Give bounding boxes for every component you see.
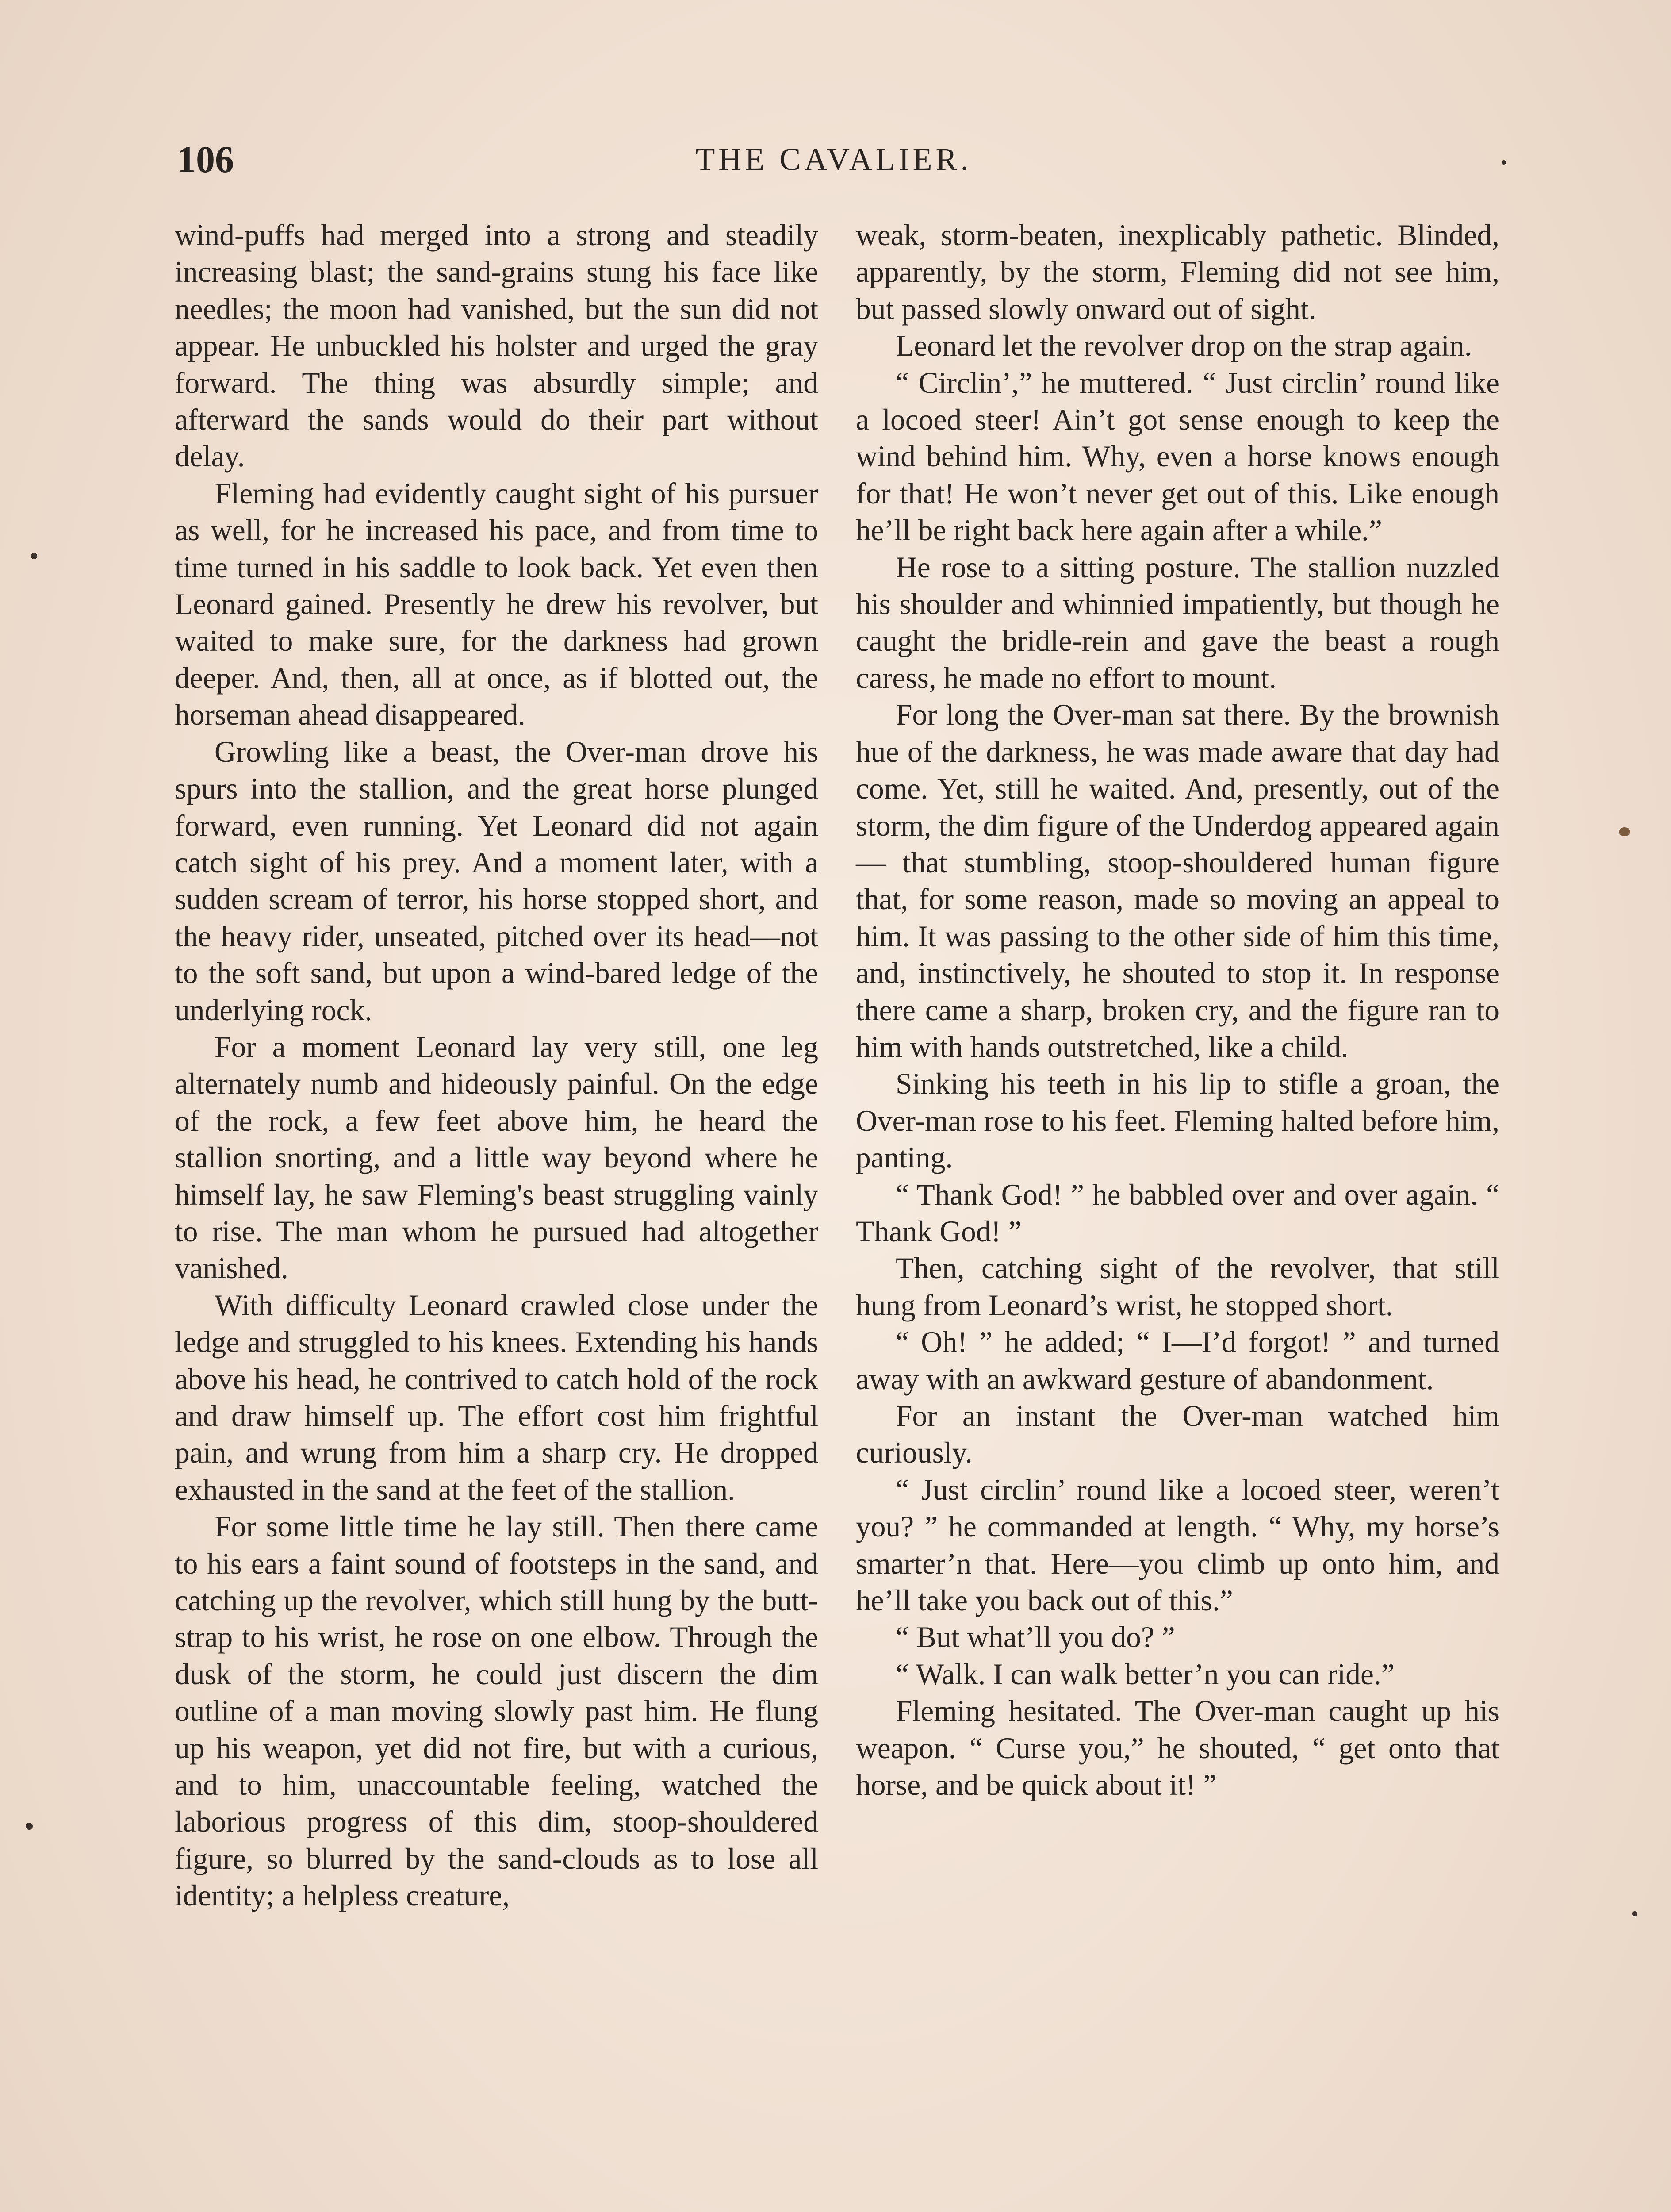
right-column (856, 217, 1499, 1803)
paragraph: Sinking his teeth in his lip to stifle a groan, the Over-man rose to his feet. Fleming halted before him, panting. (856, 1067, 1499, 1175)
paragraph: Leonard let the revolver drop on the strap again. (896, 329, 1472, 363)
left-column (175, 217, 818, 1914)
paragraph: Fleming hesitated. The Over-man caught up his weapon. “ Curse you,” he shouted, “ get onto that horse, and be quick about it! ” (856, 1694, 1499, 1802)
paragraph: Fleming had evidently caught sight of his pursuer as well, for he increased his pace, and from time to time turned in his saddle to look back. Yet even then Leonard gained. Presently he drew his revolver, but waited to make sure, for the darkness had grown deeper. And, then, all at once, as if blotted out, the horseman ahead disappeared. (175, 476, 818, 732)
paper-speck (1632, 1911, 1637, 1916)
paragraph: For long the Over-man sat there. By the brownish hue of the darkness, he was made aware that day had come. Yet, still he waited. And, presently, out of the storm, the dim figure of the Underdog appeared again — that stumbling, stoop-shouldered human figure that, for some reason, made so moving an appeal to him. It was passing to the other side of him this time, and, instinctively, he shouted to stop it. In response there came a sharp, broken cry, and the figure ran to him with hands outstretched, like a child. (856, 698, 1499, 1064)
paragraph: With difficulty Leonard crawled close under the ledge and struggled to his knees. Extending his hands above his head, he contrived to catch hold of the rock and draw himself up. The effort cost him frightful pain, and wrung from him a sharp cry. He dropped exhausted in the sand at the feet of the stallion. (175, 1288, 818, 1506)
paragraph: For a moment Leonard lay very still, one leg alternately numb and hideously painful. On the edge of the rock, a few feet above him, he heard the stallion snorting, and a little way beyond where he himself lay, he saw Fleming's beast struggling vainly to rise. The man whom he pursued had altogether vanished. (175, 1030, 818, 1285)
paragraph: weak, storm-beaten, inexplicably pathetic. Blinded, apparently, by the storm, Fleming did not see him, but passed slowly onward out of sight. (856, 219, 1499, 326)
paragraph: “ Oh! ” he added; “ I—I’d forgot! ” and turned away with an awkward gesture of abandonment. (856, 1325, 1499, 1396)
paragraph: wind-puffs had merged into a strong and steadily increasing blast; the sand-grains stung his face like needles; the moon had vanished, but the sun did not appear. He unbuckled his holster and urged the gray forward. The thing was absurdly simple; and afterward the sands would do their part without delay. (175, 219, 818, 473)
paragraph: “ Circlin’,” he muttered. “ Just circlin’ round like a locoed steer! Ain’t got sense enough to keep the wind behind him. Why, even a horse knows enough for that! He won’t never get out of this. Like enough he’ll be right back here again after a while.” (856, 366, 1499, 547)
paragraph: “ But what’ll you do? ” (896, 1621, 1175, 1654)
paragraph: Then, catching sight of the revolver, that still hung from Leonard’s wrist, he stopped short. (856, 1252, 1499, 1322)
page-header (177, 133, 1491, 186)
paragraph: He rose to a sitting posture. The stallion nuzzled his shoulder and whinnied impatiently, but though he caught the bridle-rein and gave the beast a rough caress, he made no effort to mount. (856, 550, 1499, 695)
paragraph: Growling like a beast, the Over-man drove his spurs into the stallion, and the great horse plunged forward, even running. Yet Leonard did not again catch sight of his prey. And a moment later, with a sudden scream of terror, his horse stopped short, and the heavy rider, unseated, pitched over its head—not to the soft sand, but upon a wind-bared ledge of the underlying rock. (175, 735, 818, 1027)
paragraph: “ Just circlin’ round like a locoed steer, weren’t you? ” he commanded at length. “ Why, my horse’s smarter’n that. Here—you climb up onto him, and he’ll take you back out of this.” (856, 1473, 1499, 1617)
page-number: 106 (177, 138, 234, 180)
paragraph: For some little time he lay still. Then there came to his ears a faint sound of footsteps in the sand, and catching up the revolver, which still hung by the butt-strap to his wrist, he rose on one elbow. Through the dusk of the storm, he could just discern the dim outline of a man moving slowly past him. He flung up his weapon, yet did not fire, but with a curious, and to him, unaccountable feeling, watched the laborious progress of this dim, stoop-shouldered figure, so blurred by the sand-clouds as to lose all identity; a helpless creature, (175, 1510, 818, 1912)
paragraph: “ Thank God! ” he babbled over and over again. “ Thank God! ” (856, 1178, 1499, 1248)
paragraph: For an instant the Over-man watched him curiously. (856, 1399, 1499, 1470)
running-title: THE CAVALIER. (695, 142, 972, 177)
paper-speck (1502, 160, 1506, 165)
paper-speck (26, 1823, 33, 1830)
paper-speck (1619, 827, 1630, 836)
paragraph: “ Walk. I can walk better’n you can ride.” (896, 1657, 1395, 1691)
paper-speck (31, 553, 37, 559)
